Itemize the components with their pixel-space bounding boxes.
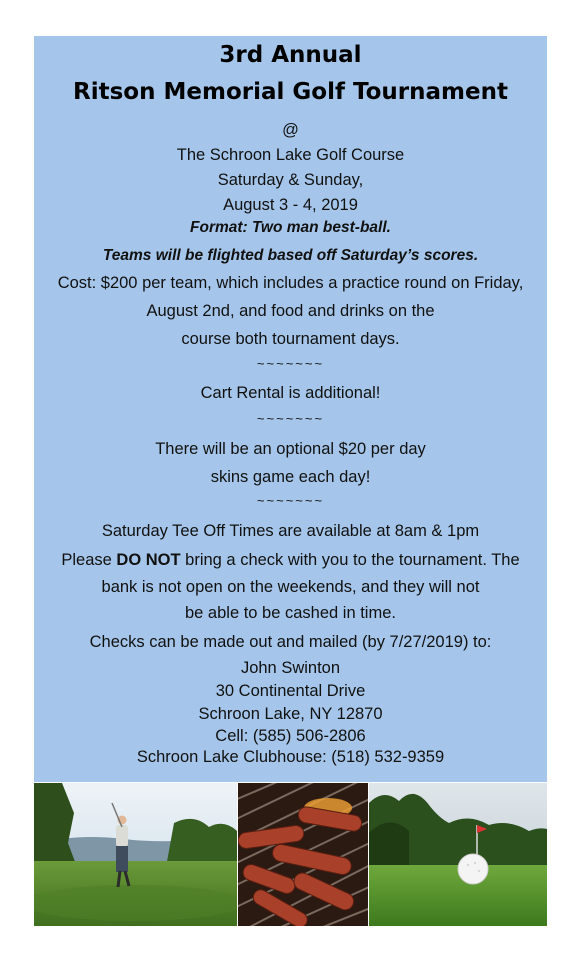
separator-1: ~~~~~~~ bbox=[256, 356, 325, 371]
check-warning-pre: Please bbox=[61, 551, 117, 569]
mail-checks: Checks can be made out and mailed (by 7/27/2019) to: bbox=[89, 633, 492, 651]
tournament-flyer bbox=[34, 36, 547, 782]
check-warning-bold: DO NOT bbox=[116, 551, 181, 569]
cost-line-3: course both tournament days. bbox=[181, 330, 400, 348]
separator-2: ~~~~~~~ bbox=[256, 411, 325, 426]
days: Saturday & Sunday, bbox=[217, 171, 364, 189]
contact-street: 30 Continental Drive bbox=[215, 682, 366, 700]
format: Format: Two man best-ball. bbox=[190, 219, 391, 236]
title-line-1: 3rd Annual bbox=[219, 42, 362, 68]
skins-line-2: skins game each day! bbox=[210, 468, 371, 486]
title-line-2: Ritson Memorial Golf Tournament bbox=[73, 79, 508, 105]
cost-line-2: August 2nd, and food and drinks on the bbox=[146, 302, 435, 320]
cart-rental: Cart Rental is additional! bbox=[200, 384, 381, 402]
tee-times: Saturday Tee Off Times are available at 8am & 1pm bbox=[101, 522, 480, 540]
check-warning bbox=[34, 550, 547, 570]
flighting-note: Teams will be flighted based off Saturday’s scores. bbox=[102, 247, 479, 264]
golf-ball-on-tee-photo bbox=[369, 783, 547, 926]
grilled-sausages-photo bbox=[238, 783, 368, 926]
contact-name: John Swinton bbox=[240, 659, 341, 677]
cost-line-1: Cost: $200 per team, which includes a practice round on Friday, bbox=[57, 274, 524, 292]
bank-line-1: bank is not open on the weekends, and they will not bbox=[101, 578, 480, 596]
golfer-teeing-off-photo bbox=[34, 783, 237, 926]
contact-city: Schroon Lake, NY 12870 bbox=[198, 705, 383, 723]
venue: The Schroon Lake Golf Course bbox=[176, 146, 405, 164]
check-warning-post: bring a check with you to the tournament. The bbox=[180, 551, 520, 569]
skins-line-1: There will be an optional $20 per day bbox=[155, 440, 426, 458]
at-symbol: @ bbox=[282, 121, 299, 139]
bank-line-2: be able to be cashed in time. bbox=[185, 604, 396, 622]
contact-cell: Cell: (585) 506-2806 bbox=[215, 727, 366, 745]
dates: August 3 - 4, 2019 bbox=[223, 196, 358, 214]
clubhouse-phone: Schroon Lake Clubhouse: (518) 532-9359 bbox=[136, 748, 445, 766]
separator-3: ~~~~~~~ bbox=[256, 493, 325, 508]
